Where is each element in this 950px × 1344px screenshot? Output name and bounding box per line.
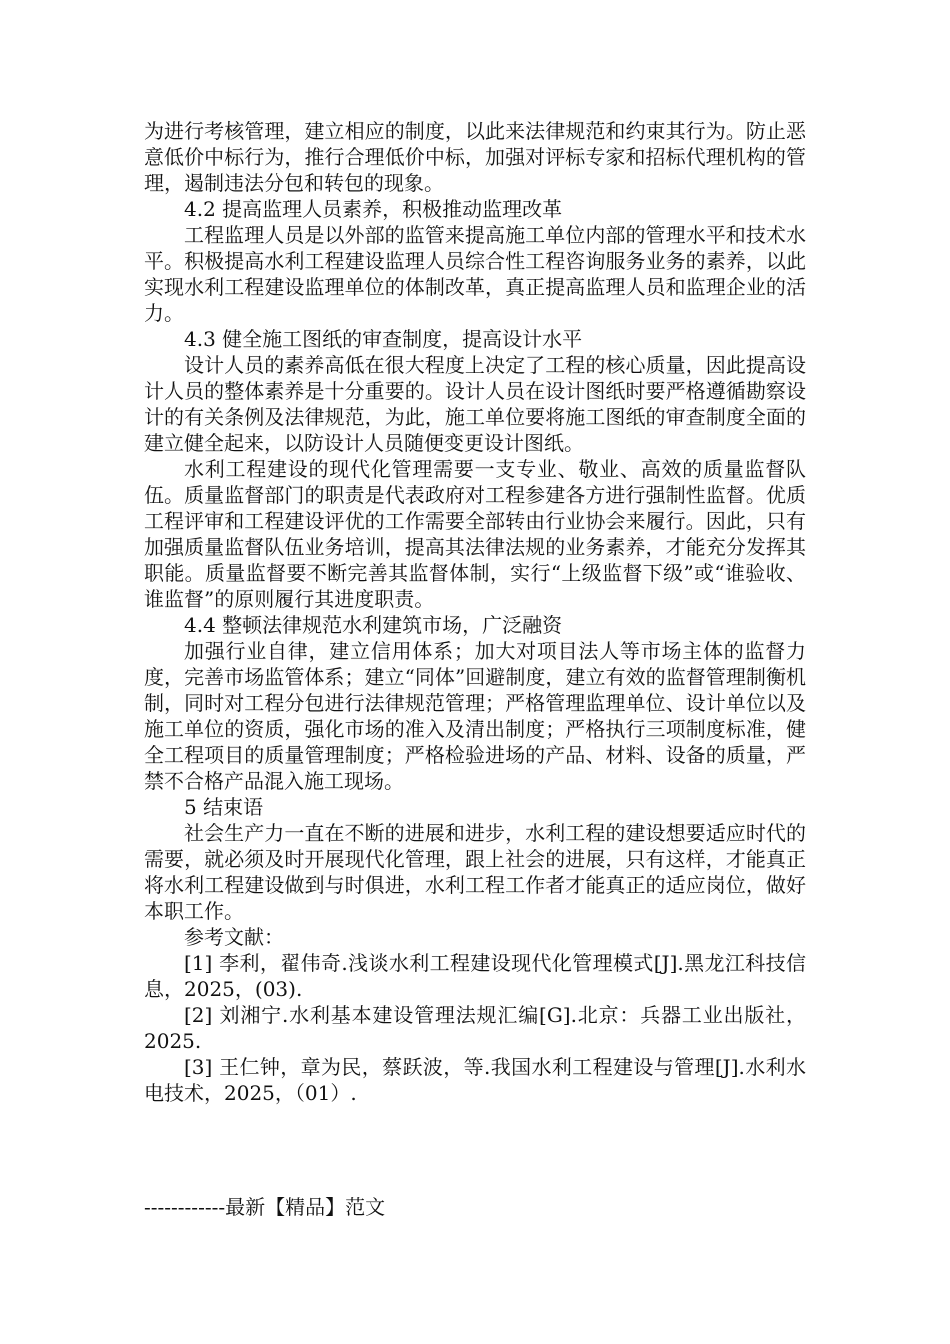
- section-heading-4-4: 4.4 整顿法律规范水利建筑市场，广泛融资: [184, 613, 563, 637]
- document-body: [144, 118, 806, 1106]
- footer-tagline: ------------最新【精品】范文: [144, 1195, 386, 1219]
- paragraph-4-3-a: 设计人员的素养高低在很大程度上决定了工程的核心质量，因此提高设计人员的整体素养是十分重要的。设计人员在设计图纸时要严格遵循勘察设计的有关条例及法律规范，为此，施工单位要将施工图纸的审查制度全面的建立健全起来，以防设计人员随便变更设计图纸。: [144, 353, 806, 455]
- paragraph-continued: 为进行考核管理，建立相应的制度，以此来法律规范和约束其行为。防止恶意低价中标行为，推行合理低价中标，加强对评标专家和招标代理机构的管理，遏制违法分包和转包的现象。: [144, 119, 806, 195]
- paragraph-4-2: 工程监理人员是以外部的监管来提高施工单位内部的管理水平和技术水平。积极提高水利工程建设监理人员综合性工程咨询服务业务的素养，以此实现水利工程建设监理单位的体制改革，真正提高监理人员和监理企业的活力。: [144, 223, 806, 325]
- references-title: 参考文献：: [184, 925, 284, 949]
- paragraph-4-4: 加强行业自律，建立信用体系；加大对项目法人等市场主体的监督力度，完善市场监管体系；建立“同体”回避制度，建立有效的监督管理制衡机制，同时对工程分包进行法律规范管理；严格管理监理单位、设计单位以及施工单位的资质，强化市场的准入及清出制度；严格执行三项制度标准，健全工程项目的质量管理制度；严格检验进场的产品、材料、设备的质量，严禁不合格产品混入施工现场。: [144, 639, 806, 793]
- reference-item-2: [2] 刘湘宁.水利基本建设管理法规汇编[G].北京：兵器工业出版社，2025.: [144, 1003, 806, 1053]
- section-heading-4-2: 4.2 提高监理人员素养，积极推动监理改革: [184, 197, 563, 221]
- reference-item-1: [1] 李利，翟伟奇.浅谈水利工程建设现代化管理模式[J].黑龙江科技信息，2025，(03).: [144, 951, 806, 1001]
- reference-item-3: [3] 王仁钟，章为民，蔡跃波，等.我国水利工程建设与管理[J].水利水电技术，2025，（01）.: [144, 1055, 806, 1105]
- paragraph-4-3-b: 水利工程建设的现代化管理需要一支专业、敬业、高效的质量监督队伍。质量监督部门的职责是代表政府对工程参建各方进行强制性监督。优质工程评审和工程建设评优的工作需要全部转由行业协会来履行。因此，只有加强质量监督队伍业务培训，提高其法律法规的业务素养，才能充分发挥其职能。质量监督要不断完善其监督体制，实行“上级监督下级”或“谁验收、谁监督”的原则履行其进度职责。: [144, 457, 806, 611]
- paragraph-5: 社会生产力一直在不断的进展和进步，水利工程的建设想要适应时代的需要，就必须及时开展现代化管理，跟上社会的进展，只有这样，才能真正将水利工程建设做到与时俱进，水利工程工作者才能真正的适应岗位，做好本职工作。: [144, 821, 806, 923]
- section-heading-5: 5 结束语: [184, 795, 264, 819]
- section-heading-4-3: 4.3 健全施工图纸的审查制度，提高设计水平: [184, 327, 583, 351]
